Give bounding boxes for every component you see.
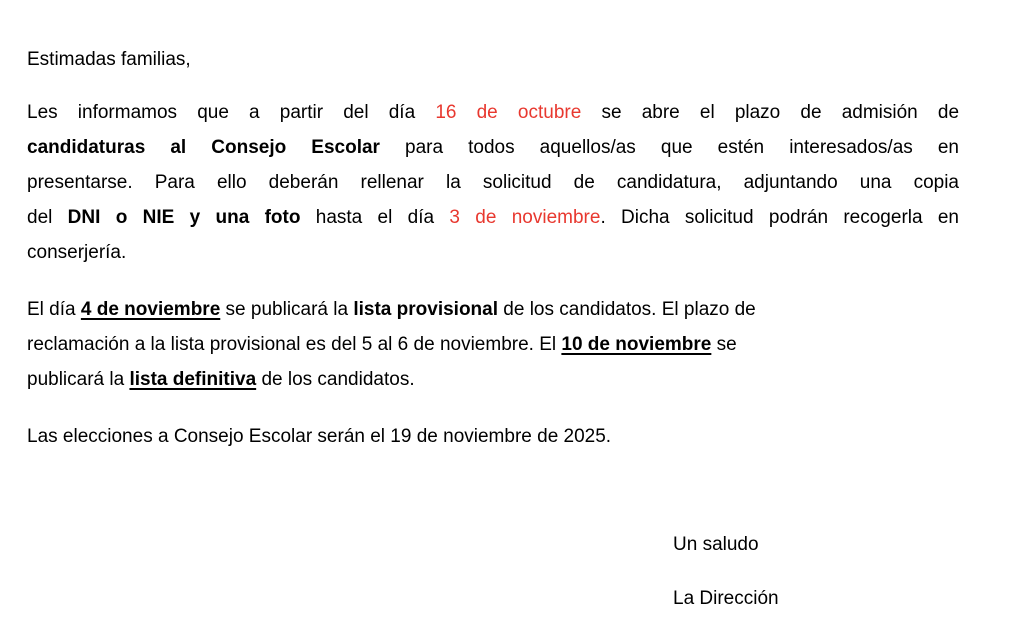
greeting <box>27 42 959 77</box>
text-span: hasta el día <box>315 207 435 228</box>
paragraph-admission-line-2 <box>27 130 959 165</box>
required-documents: DNI o NIE y una foto <box>67 207 301 228</box>
text-span: publicará la <box>27 369 125 390</box>
paragraph-admission-line-3 <box>27 165 959 200</box>
paragraph-lists <box>27 292 959 397</box>
text-span: conserjería. <box>27 242 127 263</box>
paragraph-admission-line-4 <box>27 200 959 235</box>
text-span: de los candidatos. El plazo de <box>503 299 756 320</box>
text-span: se publicará la <box>225 299 349 320</box>
paragraph-lists-line-2 <box>27 327 959 362</box>
paragraph-elections <box>27 419 959 454</box>
definitive-list-label: lista definitiva <box>129 369 257 390</box>
paragraph-lists-line-3 <box>27 362 959 397</box>
text-span: se <box>716 334 737 355</box>
text-span: reclamación a la lista provisional es del 5 al 6 de noviembre. El <box>27 334 557 355</box>
text-span: del <box>27 207 53 228</box>
paragraph-lists-line-1 <box>27 292 959 327</box>
text-span: Les informamos que a partir del día <box>27 102 416 123</box>
text-span: para todos aquellos/as que estén interesados/as en <box>405 137 959 158</box>
text-span: se abre el plazo de admisión de <box>601 102 960 123</box>
text-span: de los candidatos. <box>261 369 415 390</box>
provisional-list-label: lista provisional <box>353 299 499 320</box>
provisional-list-date: 4 de noviembre <box>80 299 221 320</box>
paragraph-admission-line-1 <box>27 95 959 130</box>
elections-date-text: Las elecciones a Consejo Escolar serán el 19 de noviembre de 2025. <box>27 426 612 447</box>
greeting-text: Estimadas familias, <box>27 49 191 70</box>
signature-text: La Dirección <box>673 588 779 609</box>
text-span: . Dicha solicitud podrán recogerla en <box>600 207 960 228</box>
text-span: El día <box>27 299 76 320</box>
salutation-text: Un saludo <box>673 534 759 555</box>
text-span: presentarse. Para ello deberán rellenar la solicitud de candidatura, adjuntando una copia <box>27 172 959 193</box>
deadline-date: 3 de noviembre <box>449 207 601 228</box>
paragraph-admission-line-5 <box>27 235 959 270</box>
start-date: 16 de octubre <box>435 102 582 123</box>
paragraph-admission <box>27 95 959 270</box>
closing-salutation <box>673 527 759 562</box>
definitive-list-date: 10 de noviembre <box>561 334 712 355</box>
candidaturas-heading: candidaturas al Consejo Escolar <box>27 137 380 158</box>
signature <box>673 581 779 616</box>
